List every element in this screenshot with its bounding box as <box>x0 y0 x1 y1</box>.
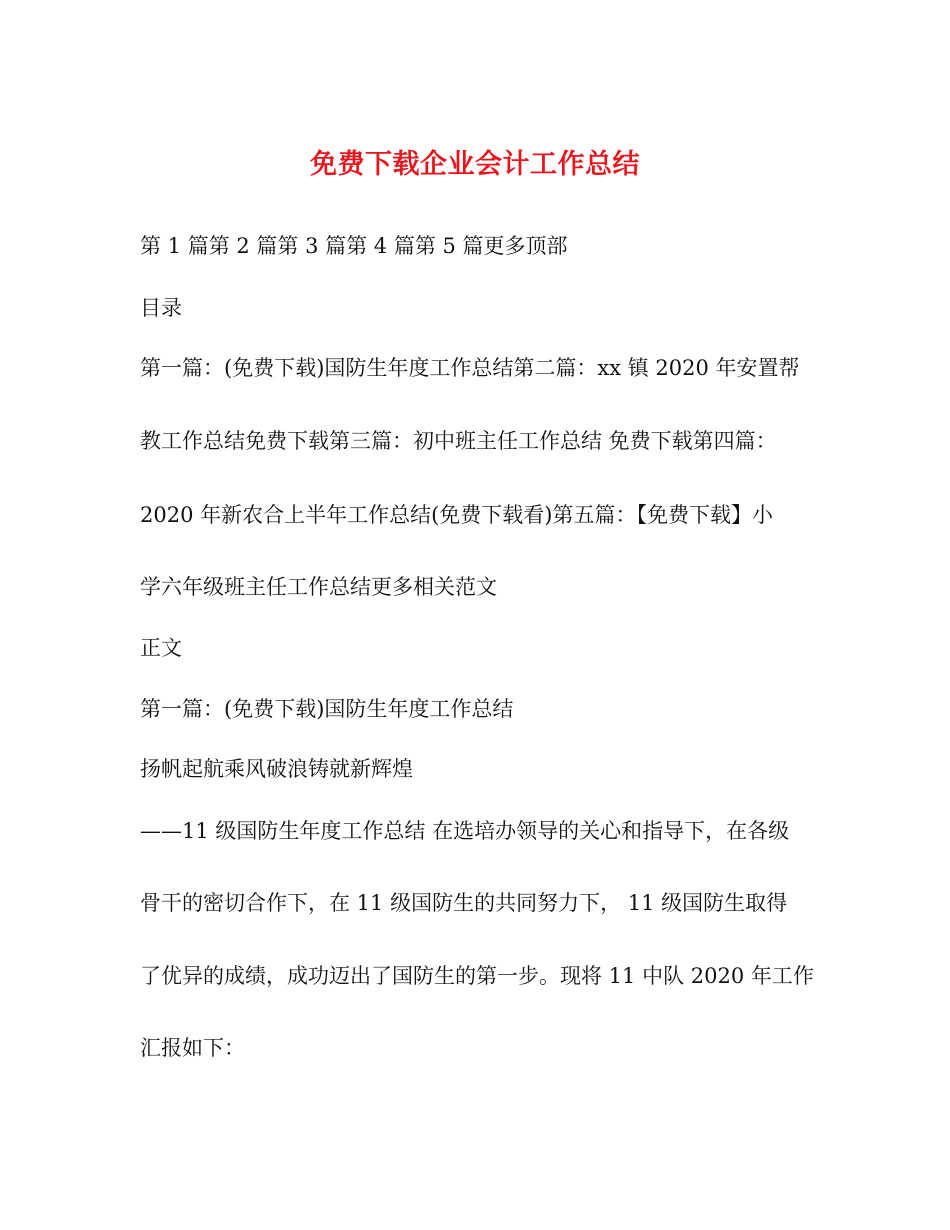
toc-line: 教工作总结免费下载第三篇：初中班主任工作总结 免费下载第四篇： <box>140 429 777 453</box>
toc-line: 第一篇：(免费下载)国防生年度工作总结第二篇：xx 镇 2020 年安置帮 <box>140 356 800 380</box>
section-title: 第一篇：(免费下载)国防生年度工作总结 <box>140 697 514 721</box>
paragraph-line: 汇报如下： <box>140 1036 245 1060</box>
toc-line: 2020 年新农合上半年工作总结(免费下载看)第五篇：【免费下载】小 <box>140 503 774 527</box>
body-heading: 正文 <box>140 636 182 660</box>
section-navigation: 第 1 篇第 2 篇第 3 篇第 4 篇第 5 篇更多顶部 <box>140 234 568 258</box>
paragraph-line: ——11 级国防生年度工作总结 在选培办领导的关心和指导下，在各级 <box>140 819 790 843</box>
paragraph-line: 了优异的成绩，成功迈出了国防生的第一步。现将 11 中队 2020 年工作 <box>140 964 814 988</box>
toc-heading: 目录 <box>140 296 182 320</box>
document-title: 免费下载企业会计工作总结 <box>310 149 640 180</box>
toc-line: 学六年级班主任工作总结更多相关范文 <box>140 575 497 599</box>
section-subtitle: 扬帆起航乘风破浪铸就新辉煌 <box>140 757 413 781</box>
paragraph-line: 骨干的密切合作下，在 11 级国防生的共同努力下， 11 级国防生取得 <box>140 891 788 915</box>
